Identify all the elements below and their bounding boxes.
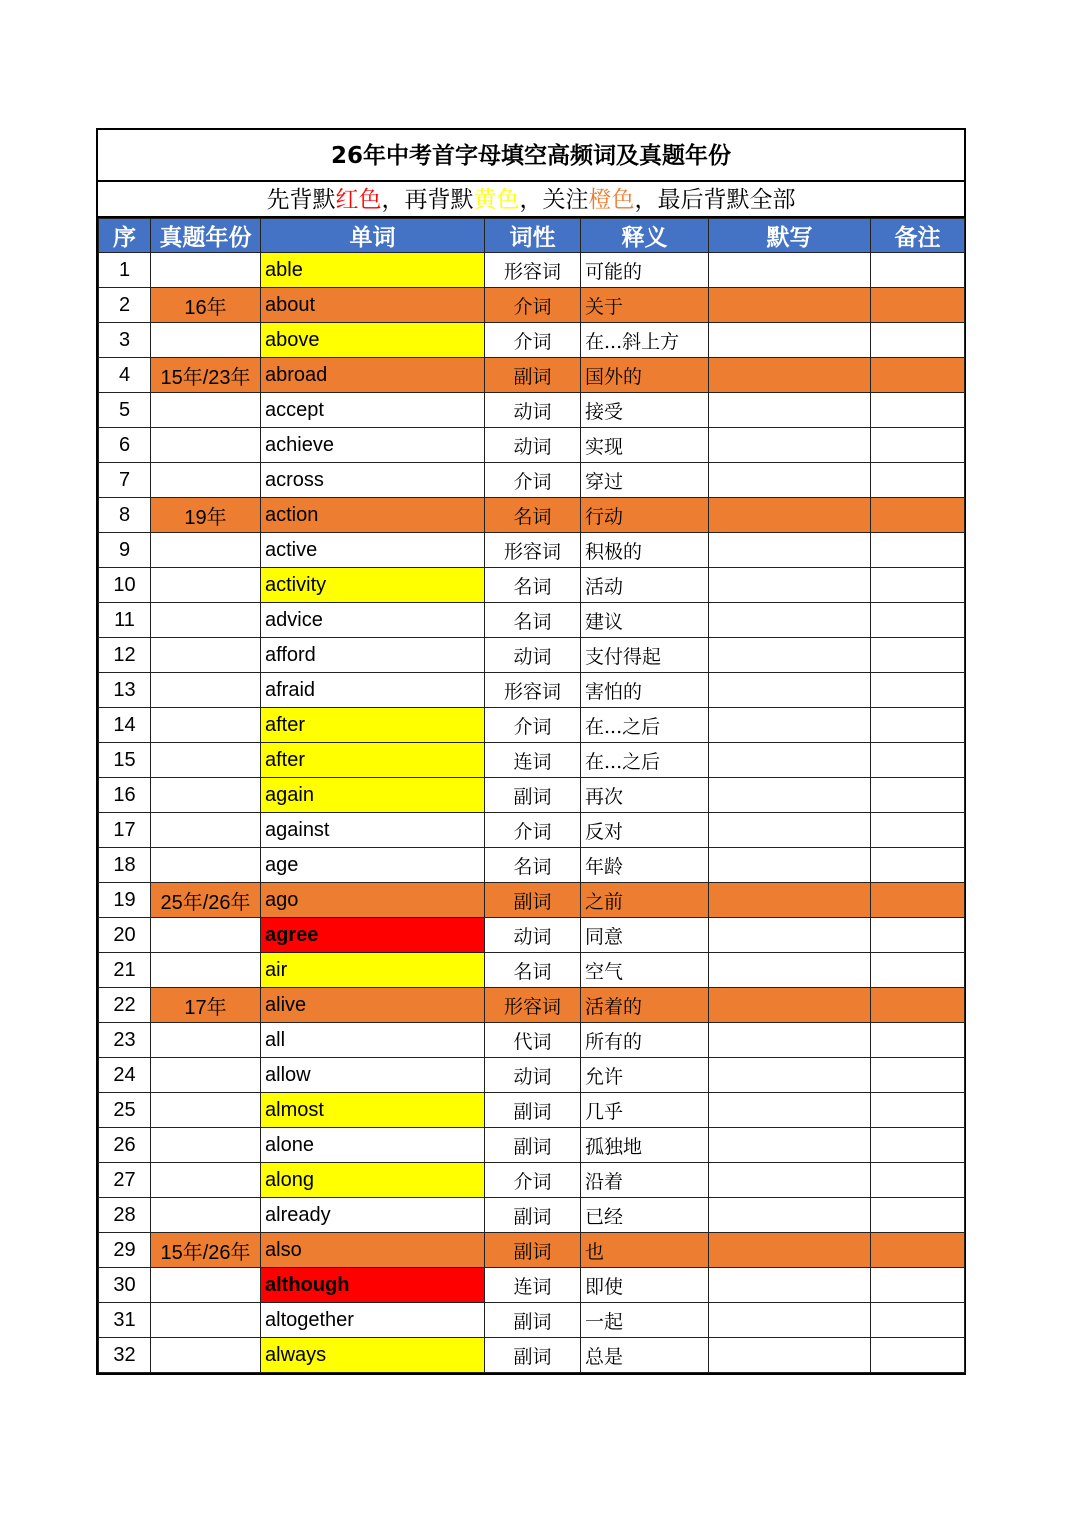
row-meaning-cell: 反对 [581, 813, 709, 848]
row-dictation-cell [709, 708, 871, 743]
row-note-cell [871, 743, 965, 778]
row-year-cell: 15年/26年 [151, 1233, 261, 1268]
row-year-cell: 19年 [151, 498, 261, 533]
table-body [99, 253, 965, 1373]
header-dictation: 默写 [709, 219, 871, 253]
row-meaning-cell: 可能的 [581, 253, 709, 288]
row-year-cell [151, 568, 261, 603]
row-meaning-cell: 在...之后 [581, 743, 709, 778]
row-meaning-cell: 积极的 [581, 533, 709, 568]
row-note-cell [871, 1163, 965, 1198]
row-word-cell: although [261, 1268, 485, 1303]
row-note-cell [871, 1198, 965, 1233]
row-seq-cell: 24 [99, 1058, 151, 1093]
row-seq-cell: 1 [99, 253, 151, 288]
row-meaning-cell: 接受 [581, 393, 709, 428]
row-pos-cell: 形容词 [485, 673, 581, 708]
row-note-cell [871, 463, 965, 498]
row-note-cell [871, 813, 965, 848]
table-row [99, 988, 965, 1023]
row-seq-cell: 28 [99, 1198, 151, 1233]
row-year-cell [151, 1163, 261, 1198]
row-year-cell [151, 778, 261, 813]
row-pos-cell: 动词 [485, 638, 581, 673]
table-row [99, 673, 965, 708]
row-note-cell [871, 288, 965, 323]
row-dictation-cell [709, 1093, 871, 1128]
row-note-cell [871, 918, 965, 953]
subtitle-part-2: ，再背默 [381, 187, 474, 213]
row-dictation-cell [709, 988, 871, 1023]
subtitle-orange-text: 橙色 [588, 187, 635, 213]
subtitle-part-4: ，最后背默全部 [634, 187, 796, 213]
row-word-cell: after [261, 743, 485, 778]
row-pos-cell: 副词 [485, 358, 581, 393]
table-row [99, 1128, 965, 1163]
row-word-cell: air [261, 953, 485, 988]
row-word-cell: active [261, 533, 485, 568]
row-pos-cell: 名词 [485, 603, 581, 638]
row-pos-cell: 副词 [485, 883, 581, 918]
table-row [99, 1093, 965, 1128]
row-note-cell [871, 1338, 965, 1373]
row-note-cell [871, 603, 965, 638]
row-dictation-cell [709, 1268, 871, 1303]
row-note-cell [871, 1268, 965, 1303]
row-seq-cell: 12 [99, 638, 151, 673]
table-row [99, 1268, 965, 1303]
row-seq-cell: 3 [99, 323, 151, 358]
row-word-cell: allow [261, 1058, 485, 1093]
row-pos-cell: 动词 [485, 918, 581, 953]
row-pos-cell: 形容词 [485, 533, 581, 568]
table-row [99, 708, 965, 743]
row-note-cell [871, 883, 965, 918]
row-meaning-cell: 实现 [581, 428, 709, 463]
row-meaning-cell: 即使 [581, 1268, 709, 1303]
row-word-cell: abroad [261, 358, 485, 393]
row-note-cell [871, 533, 965, 568]
row-year-cell [151, 1338, 261, 1373]
table-row [99, 743, 965, 778]
row-meaning-cell: 关于 [581, 288, 709, 323]
row-year-cell [151, 953, 261, 988]
row-word-cell: already [261, 1198, 485, 1233]
row-seq-cell: 27 [99, 1163, 151, 1198]
row-dictation-cell [709, 1023, 871, 1058]
table-row [99, 813, 965, 848]
table-row [99, 1198, 965, 1233]
row-dictation-cell [709, 883, 871, 918]
row-note-cell [871, 673, 965, 708]
row-seq-cell: 14 [99, 708, 151, 743]
row-note-cell [871, 953, 965, 988]
row-pos-cell: 连词 [485, 1268, 581, 1303]
row-word-cell: accept [261, 393, 485, 428]
row-pos-cell: 动词 [485, 393, 581, 428]
row-seq-cell: 19 [99, 883, 151, 918]
row-pos-cell: 形容词 [485, 253, 581, 288]
row-dictation-cell [709, 323, 871, 358]
row-dictation-cell [709, 533, 871, 568]
row-word-cell: along [261, 1163, 485, 1198]
table-row [99, 603, 965, 638]
row-dictation-cell [709, 288, 871, 323]
row-meaning-cell: 所有的 [581, 1023, 709, 1058]
header-year: 真题年份 [151, 219, 261, 253]
row-note-cell [871, 323, 965, 358]
row-pos-cell: 形容词 [485, 988, 581, 1023]
row-seq-cell: 13 [99, 673, 151, 708]
row-year-cell [151, 918, 261, 953]
sheet-title: 26年中考首字母填空高频词及真题年份 [98, 130, 964, 182]
row-note-cell [871, 1128, 965, 1163]
row-dictation-cell [709, 463, 871, 498]
row-seq-cell: 17 [99, 813, 151, 848]
table-row [99, 288, 965, 323]
row-word-cell: always [261, 1338, 485, 1373]
row-seq-cell: 18 [99, 848, 151, 883]
table-row [99, 463, 965, 498]
row-year-cell: 25年/26年 [151, 883, 261, 918]
row-year-cell: 17年 [151, 988, 261, 1023]
row-meaning-cell: 年龄 [581, 848, 709, 883]
row-dictation-cell [709, 673, 871, 708]
row-meaning-cell: 沿着 [581, 1163, 709, 1198]
row-word-cell: after [261, 708, 485, 743]
row-seq-cell: 26 [99, 1128, 151, 1163]
row-pos-cell: 副词 [485, 1198, 581, 1233]
row-meaning-cell: 国外的 [581, 358, 709, 393]
row-meaning-cell: 在...之后 [581, 708, 709, 743]
row-seq-cell: 6 [99, 428, 151, 463]
table-row [99, 568, 965, 603]
row-seq-cell: 15 [99, 743, 151, 778]
row-seq-cell: 8 [99, 498, 151, 533]
header-meaning: 释义 [581, 219, 709, 253]
table-row [99, 918, 965, 953]
row-word-cell: advice [261, 603, 485, 638]
header-note: 备注 [871, 219, 965, 253]
row-dictation-cell [709, 1128, 871, 1163]
row-pos-cell: 副词 [485, 1093, 581, 1128]
table-row [99, 1303, 965, 1338]
table-row [99, 393, 965, 428]
row-seq-cell: 21 [99, 953, 151, 988]
row-dictation-cell [709, 778, 871, 813]
table-row [99, 533, 965, 568]
row-word-cell: also [261, 1233, 485, 1268]
table-row [99, 1163, 965, 1198]
table-row [99, 428, 965, 463]
row-meaning-cell: 建议 [581, 603, 709, 638]
subtitle-red-text: 红色 [335, 187, 382, 213]
table-row [99, 848, 965, 883]
row-seq-cell: 23 [99, 1023, 151, 1058]
row-seq-cell: 30 [99, 1268, 151, 1303]
header-seq: 序 [99, 219, 151, 253]
row-note-cell [871, 1233, 965, 1268]
row-pos-cell: 介词 [485, 323, 581, 358]
row-pos-cell: 介词 [485, 463, 581, 498]
row-pos-cell: 副词 [485, 1128, 581, 1163]
row-word-cell: agree [261, 918, 485, 953]
row-word-cell: across [261, 463, 485, 498]
table-row [99, 1338, 965, 1373]
table-row [99, 883, 965, 918]
header-word: 单词 [261, 219, 485, 253]
row-seq-cell: 29 [99, 1233, 151, 1268]
sheet-subtitle [98, 182, 964, 218]
row-meaning-cell: 活动 [581, 568, 709, 603]
table-row [99, 358, 965, 393]
row-seq-cell: 10 [99, 568, 151, 603]
row-seq-cell: 2 [99, 288, 151, 323]
row-dictation-cell [709, 848, 871, 883]
row-note-cell [871, 568, 965, 603]
row-meaning-cell: 再次 [581, 778, 709, 813]
row-meaning-cell: 同意 [581, 918, 709, 953]
row-year-cell [151, 743, 261, 778]
row-seq-cell: 22 [99, 988, 151, 1023]
row-meaning-cell: 已经 [581, 1198, 709, 1233]
row-pos-cell: 副词 [485, 1303, 581, 1338]
row-word-cell: all [261, 1023, 485, 1058]
row-dictation-cell [709, 743, 871, 778]
row-word-cell: above [261, 323, 485, 358]
row-dictation-cell [709, 358, 871, 393]
subtitle-yellow-text: 黄色 [473, 187, 520, 213]
row-dictation-cell [709, 1303, 871, 1338]
row-dictation-cell [709, 393, 871, 428]
row-note-cell [871, 988, 965, 1023]
row-year-cell [151, 848, 261, 883]
vocab-sheet [96, 128, 966, 1375]
subtitle-part-1: 先背默 [266, 187, 336, 213]
row-year-cell [151, 1093, 261, 1128]
row-meaning-cell: 一起 [581, 1303, 709, 1338]
row-dictation-cell [709, 813, 871, 848]
subtitle-part-3: ，关注 [519, 187, 589, 213]
row-year-cell [151, 1198, 261, 1233]
row-pos-cell: 动词 [485, 428, 581, 463]
row-dictation-cell [709, 428, 871, 463]
row-pos-cell: 连词 [485, 743, 581, 778]
row-word-cell: age [261, 848, 485, 883]
row-word-cell: against [261, 813, 485, 848]
row-word-cell: activity [261, 568, 485, 603]
row-meaning-cell: 孤独地 [581, 1128, 709, 1163]
row-note-cell [871, 428, 965, 463]
table-row [99, 323, 965, 358]
row-year-cell [151, 813, 261, 848]
vocab-table [98, 218, 965, 1373]
row-pos-cell: 介词 [485, 288, 581, 323]
row-meaning-cell: 总是 [581, 1338, 709, 1373]
row-note-cell [871, 498, 965, 533]
row-year-cell [151, 603, 261, 638]
row-year-cell [151, 673, 261, 708]
row-meaning-cell: 活着的 [581, 988, 709, 1023]
row-word-cell: alone [261, 1128, 485, 1163]
row-word-cell: altogether [261, 1303, 485, 1338]
row-note-cell [871, 393, 965, 428]
row-dictation-cell [709, 1163, 871, 1198]
row-year-cell [151, 428, 261, 463]
row-word-cell: able [261, 253, 485, 288]
table-row [99, 498, 965, 533]
row-dictation-cell [709, 1198, 871, 1233]
row-meaning-cell: 之前 [581, 883, 709, 918]
row-seq-cell: 11 [99, 603, 151, 638]
row-word-cell: again [261, 778, 485, 813]
row-note-cell [871, 708, 965, 743]
row-year-cell [151, 1058, 261, 1093]
row-dictation-cell [709, 1233, 871, 1268]
row-note-cell [871, 253, 965, 288]
row-year-cell: 16年 [151, 288, 261, 323]
row-dictation-cell [709, 498, 871, 533]
row-dictation-cell [709, 568, 871, 603]
row-dictation-cell [709, 918, 871, 953]
row-word-cell: achieve [261, 428, 485, 463]
row-year-cell [151, 463, 261, 498]
row-pos-cell: 副词 [485, 1233, 581, 1268]
row-dictation-cell [709, 953, 871, 988]
row-word-cell: about [261, 288, 485, 323]
row-dictation-cell [709, 253, 871, 288]
table-row [99, 778, 965, 813]
row-pos-cell: 名词 [485, 568, 581, 603]
row-year-cell [151, 253, 261, 288]
row-dictation-cell [709, 603, 871, 638]
row-dictation-cell [709, 1338, 871, 1373]
row-year-cell [151, 638, 261, 673]
row-year-cell [151, 533, 261, 568]
row-note-cell [871, 1303, 965, 1338]
row-pos-cell: 介词 [485, 708, 581, 743]
row-year-cell [151, 1303, 261, 1338]
row-meaning-cell: 支付得起 [581, 638, 709, 673]
row-pos-cell: 动词 [485, 1058, 581, 1093]
row-meaning-cell: 几乎 [581, 1093, 709, 1128]
row-seq-cell: 9 [99, 533, 151, 568]
row-meaning-cell: 也 [581, 1233, 709, 1268]
row-word-cell: action [261, 498, 485, 533]
row-word-cell: afraid [261, 673, 485, 708]
row-year-cell: 15年/23年 [151, 358, 261, 393]
row-word-cell: ago [261, 883, 485, 918]
row-year-cell [151, 393, 261, 428]
row-pos-cell: 代词 [485, 1023, 581, 1058]
row-note-cell [871, 1058, 965, 1093]
row-year-cell [151, 1023, 261, 1058]
row-note-cell [871, 1023, 965, 1058]
row-seq-cell: 7 [99, 463, 151, 498]
row-note-cell [871, 848, 965, 883]
header-row [99, 219, 965, 253]
row-pos-cell: 名词 [485, 953, 581, 988]
row-word-cell: almost [261, 1093, 485, 1128]
table-row [99, 638, 965, 673]
table-row [99, 953, 965, 988]
table-row [99, 253, 965, 288]
row-pos-cell: 名词 [485, 848, 581, 883]
row-seq-cell: 4 [99, 358, 151, 393]
row-meaning-cell: 穿过 [581, 463, 709, 498]
row-note-cell [871, 638, 965, 673]
row-seq-cell: 25 [99, 1093, 151, 1128]
row-year-cell [151, 708, 261, 743]
row-seq-cell: 32 [99, 1338, 151, 1373]
row-pos-cell: 副词 [485, 1338, 581, 1373]
row-note-cell [871, 1093, 965, 1128]
row-dictation-cell [709, 1058, 871, 1093]
table-row [99, 1233, 965, 1268]
row-year-cell [151, 323, 261, 358]
row-seq-cell: 20 [99, 918, 151, 953]
row-word-cell: afford [261, 638, 485, 673]
row-pos-cell: 名词 [485, 498, 581, 533]
row-note-cell [871, 358, 965, 393]
row-pos-cell: 副词 [485, 778, 581, 813]
table-row [99, 1023, 965, 1058]
row-word-cell: alive [261, 988, 485, 1023]
header-pos: 词性 [485, 219, 581, 253]
table-row [99, 1058, 965, 1093]
row-meaning-cell: 空气 [581, 953, 709, 988]
row-year-cell [151, 1268, 261, 1303]
row-seq-cell: 16 [99, 778, 151, 813]
row-seq-cell: 31 [99, 1303, 151, 1338]
row-pos-cell: 介词 [485, 813, 581, 848]
row-meaning-cell: 害怕的 [581, 673, 709, 708]
row-meaning-cell: 行动 [581, 498, 709, 533]
row-meaning-cell: 在...斜上方 [581, 323, 709, 358]
row-dictation-cell [709, 638, 871, 673]
row-pos-cell: 介词 [485, 1163, 581, 1198]
row-note-cell [871, 778, 965, 813]
row-year-cell [151, 1128, 261, 1163]
row-meaning-cell: 允许 [581, 1058, 709, 1093]
row-seq-cell: 5 [99, 393, 151, 428]
